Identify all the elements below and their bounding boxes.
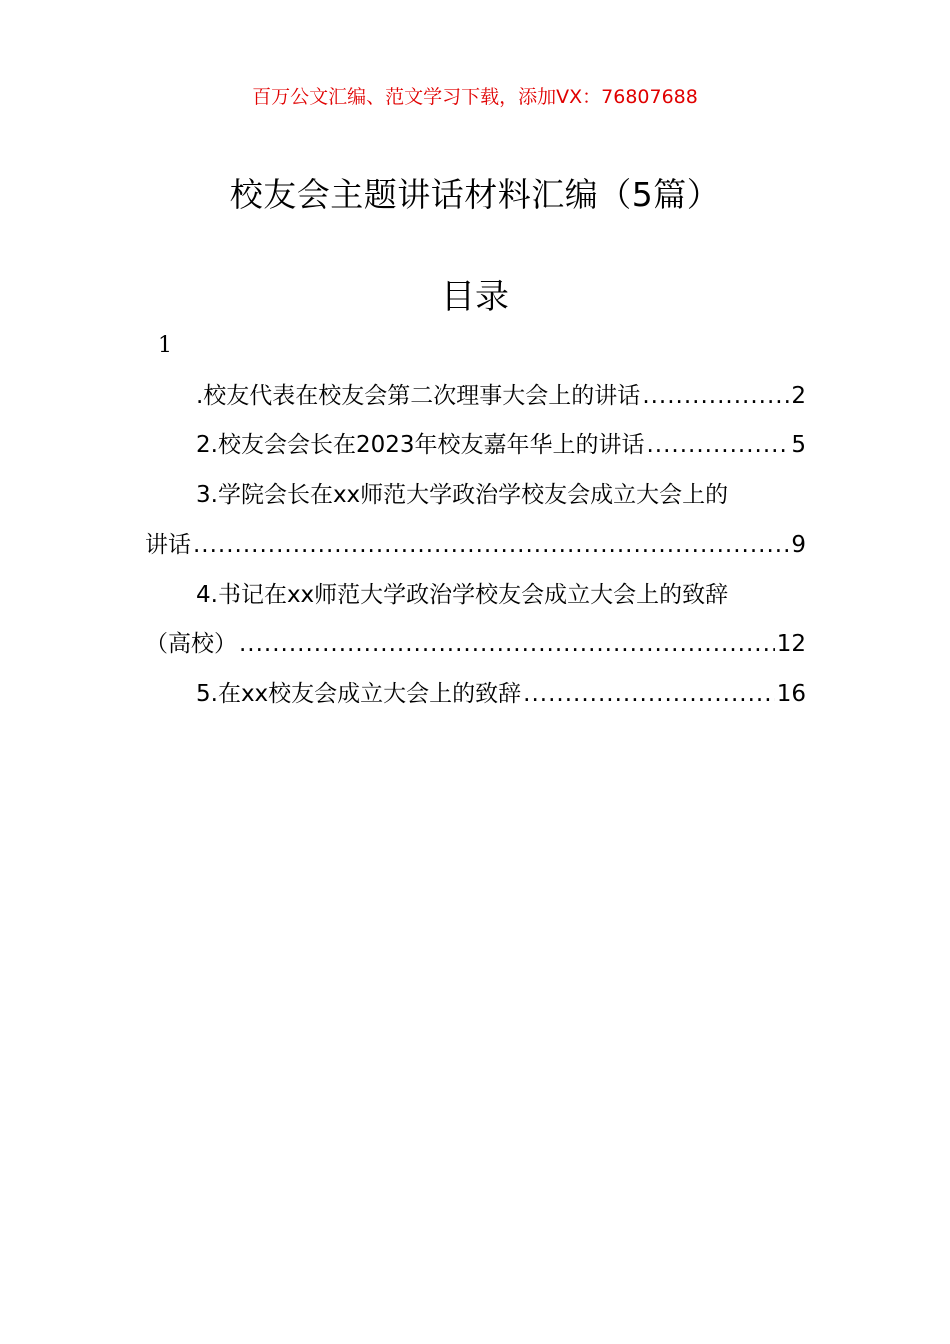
- toc-entry-title: 5.在xx校友会成立大会上的致辞: [196, 681, 522, 707]
- toc-leader-dots: [523, 676, 775, 712]
- toc-entry-2[interactable]: [145, 427, 806, 463]
- toc-entry-page: 2: [791, 383, 806, 409]
- toc-leader-dots: [239, 626, 775, 662]
- stray-number: 1: [158, 333, 172, 358]
- toc-entry-title: 4.书记在xx师范大学政治学校友会成立大会上的致辞: [196, 582, 729, 608]
- toc-entry-page: 16: [776, 681, 806, 707]
- toc-leader-dots: [642, 378, 789, 414]
- toc-entry-page: 12: [776, 631, 806, 657]
- toc-entry-3-line2[interactable]: [145, 527, 806, 563]
- toc-entry-title: 2.校友会会长在2023年校友嘉年华上的讲话: [196, 432, 645, 458]
- toc-entry-title-continued: （高校）: [145, 631, 237, 657]
- toc-leader-dots: [193, 527, 789, 563]
- toc-entry-page: 9: [791, 532, 806, 558]
- toc-leader-dots: [646, 427, 789, 463]
- toc-entry-3-line1[interactable]: [145, 477, 806, 513]
- toc-entry-title: .校友代表在校友会第二次理事大会上的讲话: [196, 383, 641, 409]
- header-note: 百万公文汇编、范文学习下载，添加VX：76807688: [252, 86, 698, 108]
- toc-entry-title: 3.学院会长在xx师范大学政治学校友会成立大会上的: [196, 482, 729, 508]
- toc-entry-title-continued: 讲话: [145, 532, 191, 558]
- toc-entry-5[interactable]: [145, 676, 806, 712]
- document-title: 校友会主题讲话材料汇编（5篇）: [229, 175, 721, 214]
- toc-entry-4-line2[interactable]: [145, 626, 806, 662]
- toc-heading: 目录: [441, 277, 509, 317]
- toc-entry-1[interactable]: [145, 378, 806, 414]
- toc-entry-page: 5: [791, 432, 806, 458]
- toc-entry-4-line1[interactable]: [145, 577, 806, 613]
